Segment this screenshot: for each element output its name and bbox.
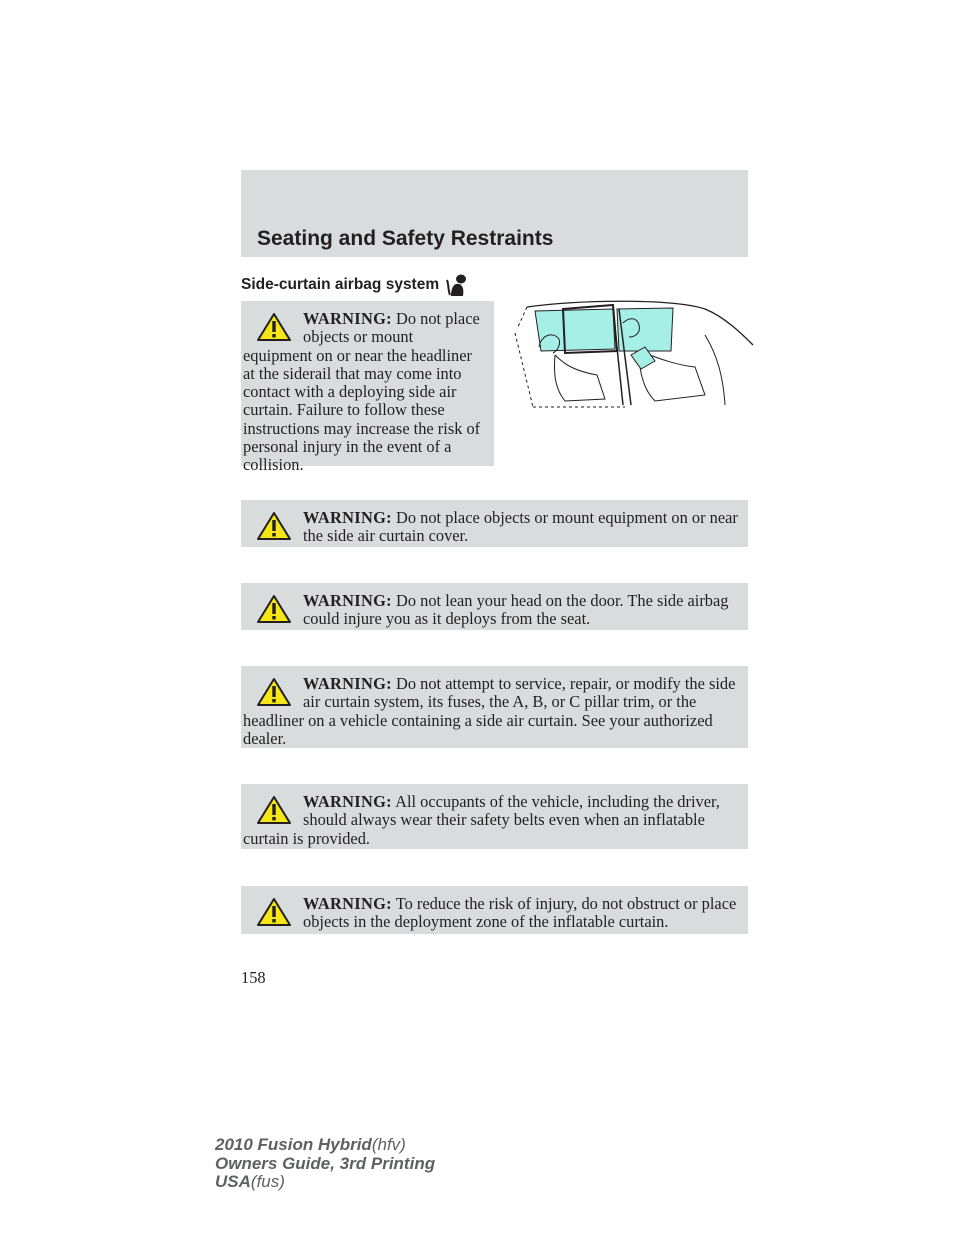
warning-triangle-icon	[255, 509, 293, 543]
section-heading-text: Side-curtain airbag system	[241, 276, 440, 293]
warning-text: All occupants of the vehicle, including the driver, should always wear their safety belts even when an inflatable curtain is provided.	[243, 792, 720, 848]
section-header-band	[241, 170, 748, 257]
warning-triangle-icon	[255, 675, 293, 709]
warning-triangle-icon	[255, 592, 293, 626]
warning-label: WARNING:	[303, 508, 392, 527]
footer-market: USA	[215, 1172, 251, 1191]
warning-text: To reduce the risk of injury, do not obstruct or place objects in the deployment zone of the inflatable curtain.	[303, 894, 737, 932]
page-number: 158	[241, 968, 266, 987]
footer-market-code: (fus)	[250, 1172, 285, 1191]
footer-line	[215, 1155, 435, 1174]
warning-box	[241, 886, 748, 934]
warning-box	[241, 500, 748, 547]
warning-box	[241, 784, 748, 849]
warning-text: Do not lean your head on the door. The side airbag could injure you as it deploys from the seat.	[303, 591, 729, 629]
warning-label: WARNING:	[303, 309, 392, 328]
warning-label: WARNING:	[303, 674, 392, 693]
section-heading	[241, 274, 469, 296]
footer-model: 2010 Fusion Hybrid	[215, 1135, 372, 1154]
warning-text: Do not attempt to service, repair, or modify the side air curtain system, its fuses, the A, B, or C pillar trim, or the headliner on a vehicle containing a side air curtain. See your authorized dealer.	[243, 674, 736, 748]
warning-box	[241, 583, 748, 630]
warning-triangle-icon	[255, 310, 293, 344]
warning-label: WARNING:	[303, 591, 392, 610]
document-footer	[215, 1136, 435, 1192]
footer-line	[215, 1136, 435, 1155]
warning-box	[241, 301, 494, 475]
warning-triangle-icon	[255, 793, 293, 827]
side-curtain-airbag-icon	[445, 274, 469, 296]
warning-label: WARNING:	[303, 792, 392, 811]
warning-text: Do not place objects or mount equipment on or near the headliner at the siderail that may come into contact with a deploying side air curtain. Failure to follow these instructions may increase the risk of personal injury in the event of a collision.	[243, 309, 481, 475]
warning-label: WARNING:	[303, 894, 392, 913]
footer-model-code: (hfv)	[371, 1135, 406, 1154]
warning-box	[241, 666, 748, 748]
footer-edition: Owners Guide, 3rd Printing	[215, 1153, 436, 1173]
footer-line	[215, 1173, 435, 1192]
side-curtain-deployment-illustration	[505, 295, 755, 415]
warning-text: Do not place objects or mount equipment on or near the side air curtain cover.	[303, 508, 738, 546]
page-title: Seating and Safety Restraints	[257, 227, 554, 250]
warning-triangle-icon	[255, 895, 293, 929]
